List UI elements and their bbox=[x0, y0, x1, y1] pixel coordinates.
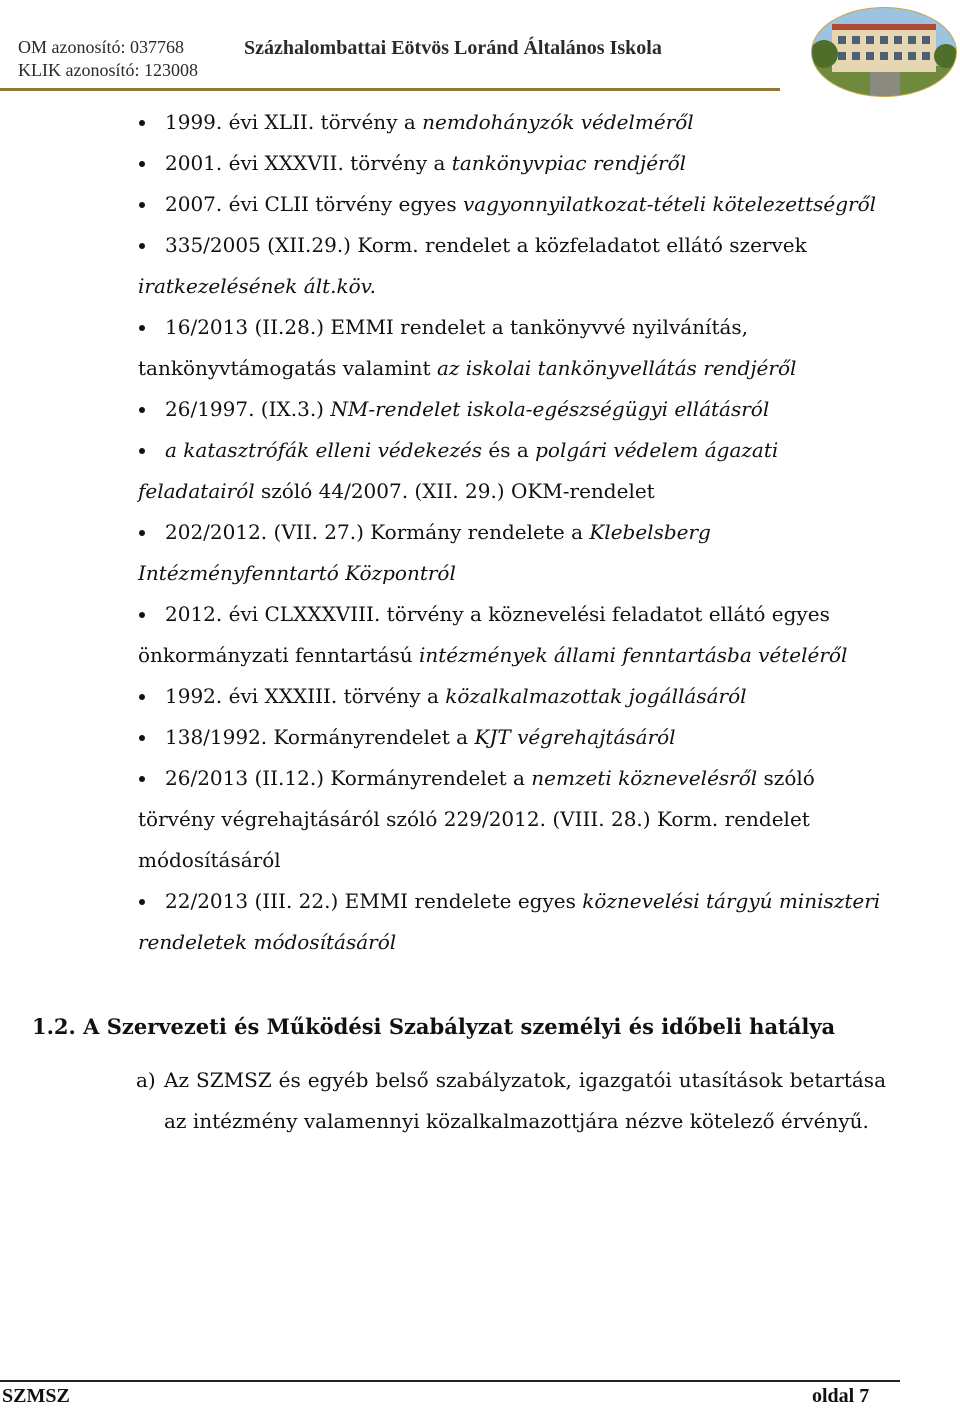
footer-rule bbox=[0, 1380, 900, 1382]
law-text-run: a katasztrófák elleni védekezés bbox=[165, 438, 482, 462]
law-text-run: 2007. évi CLII törvény egyes bbox=[165, 192, 463, 216]
law-text-run: polgári védelem ágazati feladatairól bbox=[138, 438, 779, 503]
law-text-run: köznevelési tárgyú miniszteri rendeletek módosításáról bbox=[138, 889, 881, 954]
law-text-run: 1999. évi XLII. törvény a bbox=[165, 110, 423, 134]
law-text-run: közalkalmazottak jogállásáról bbox=[445, 684, 747, 708]
law-list-item bbox=[138, 512, 888, 594]
section-paragraph bbox=[136, 1060, 886, 1142]
law-text-run: NM-rendelet iskola-egészségügyi ellátásról bbox=[330, 397, 770, 421]
law-text-run: 22/2013 (III. 22.) EMMI rendelete egyes bbox=[165, 889, 583, 913]
law-list-item bbox=[138, 225, 888, 307]
law-text-run: 26/2013 (II.12.) Kormányrendelet a bbox=[165, 766, 532, 790]
law-list-item bbox=[138, 307, 888, 389]
law-text-run: 202/2012. (VII. 27.) Kormány rendelete a bbox=[165, 520, 590, 544]
law-list-item bbox=[138, 676, 888, 717]
section-heading: 1.2. A Szervezeti és Működési Szabályzat személyi és időbeli hatálya bbox=[32, 1014, 836, 1039]
paragraph-text: Az SZMSZ és egyéb belső szabályzatok, igazgatói utasítások betartása az intézmény valamennyi közalkalmazottjára nézve kötelező érvényű. bbox=[164, 1068, 886, 1133]
law-text-run: iratkezelésének ált.köv. bbox=[138, 274, 376, 298]
law-list-item bbox=[138, 717, 888, 758]
law-list-item bbox=[138, 389, 888, 430]
law-text-run: az iskolai tankönyvellátás rendjéről bbox=[436, 356, 797, 380]
law-text-run: nemdohányzók védelméről bbox=[422, 110, 694, 134]
header-ids bbox=[18, 36, 198, 82]
page-number: oldal 7 bbox=[812, 1385, 870, 1407]
law-list-item bbox=[138, 594, 888, 676]
law-text-run: tankönyvpiac rendjéről bbox=[451, 151, 687, 175]
school-name: Százhalombattai Eötvös Loránd Általános Iskola bbox=[244, 37, 662, 59]
law-text-run: nemzeti köznevelésről bbox=[531, 766, 758, 790]
law-text-run: szóló törvény végrehajtásáról szóló 229/2012. (VIII. 28.) Korm. rendelet módosításáról bbox=[138, 766, 815, 872]
law-text-run: szóló 44/2007. (XII. 29.) OKM-rendelet bbox=[254, 479, 655, 503]
page-header bbox=[0, 0, 960, 100]
header-rule bbox=[0, 88, 780, 91]
law-list bbox=[0, 102, 960, 963]
law-text-run: KJT végrehajtásáról bbox=[474, 725, 676, 749]
law-list-item bbox=[138, 102, 888, 143]
law-list-item bbox=[138, 758, 888, 881]
paragraph-marker: a) bbox=[136, 1068, 156, 1092]
law-text-run: 26/1997. (IX.3.) bbox=[165, 397, 331, 421]
law-text-run: 138/1992. Kormányrendelet a bbox=[165, 725, 475, 749]
law-list-item bbox=[138, 881, 888, 963]
law-text-run: intézmények állami fenntartásba vételéről bbox=[418, 643, 848, 667]
school-building-photo-icon bbox=[810, 6, 958, 98]
law-list-item bbox=[138, 143, 888, 184]
law-text-run: 16/2013 (II.28.) EMMI rendelet a tankönyvvé nyilvánítás, tankönyvtámogatás valamint bbox=[138, 315, 749, 380]
law-text-run: 2012. évi CLXXXVIII. törvény a köznevelési feladatot ellátó egyes önkormányzati fenntartású bbox=[138, 602, 830, 667]
klik-id: KLIK azonosító: 123008 bbox=[18, 60, 198, 80]
law-text-run: vagyonnyilatkozat-tételi kötelezettségről bbox=[462, 192, 877, 216]
law-text-run: Klebelsberg Intézményfenntartó Központról bbox=[138, 520, 711, 585]
law-text-run: 1992. évi XXXIII. törvény a bbox=[165, 684, 446, 708]
law-list-item bbox=[138, 430, 888, 512]
footer-doc-name: SZMSZ bbox=[2, 1385, 70, 1407]
document-body bbox=[0, 102, 960, 963]
law-text-run: és a bbox=[482, 438, 536, 462]
law-list-item bbox=[138, 184, 888, 225]
om-id: OM azonosító: 037768 bbox=[18, 37, 184, 57]
law-text-run: 2001. évi XXXVII. törvény a bbox=[165, 151, 452, 175]
law-text-run: 335/2005 (XII.29.) Korm. rendelet a közfeladatot ellátó szervek bbox=[165, 233, 807, 257]
